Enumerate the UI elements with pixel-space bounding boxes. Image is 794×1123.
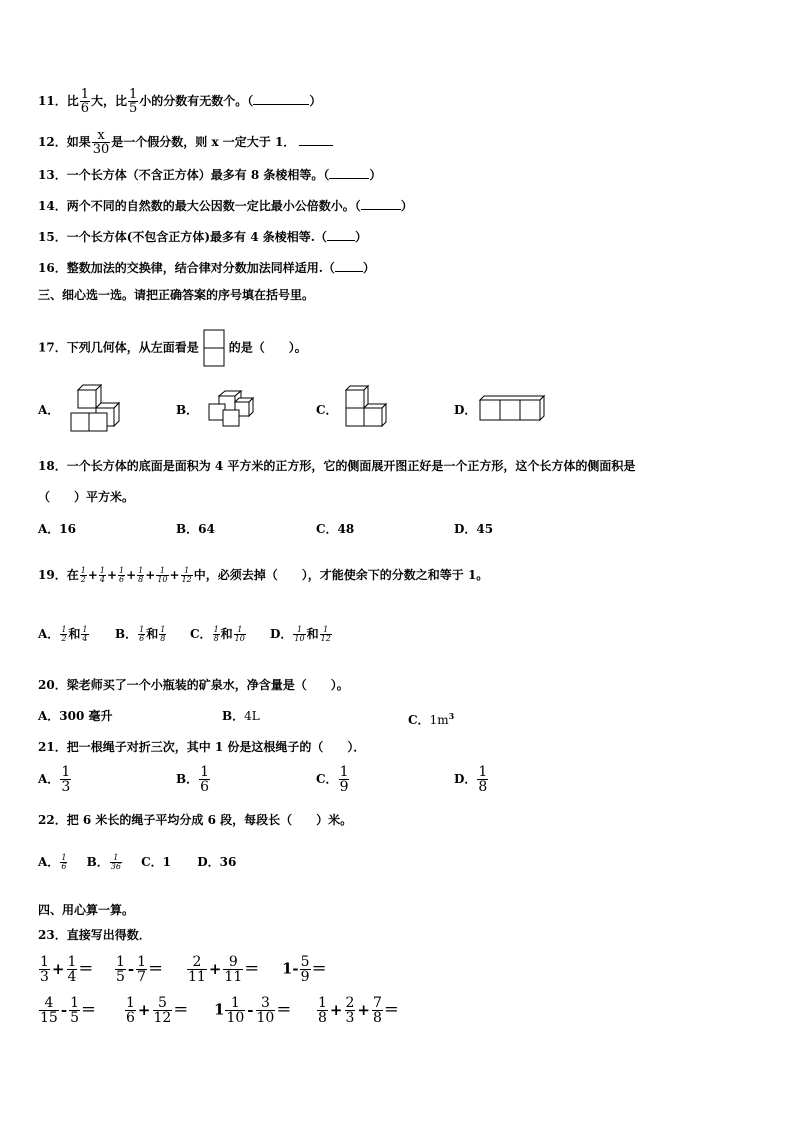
q21-option-a[interactable]: A． $\frac{1}{3}$ (38, 764, 71, 795)
q18-option-a[interactable]: A．16 (38, 522, 77, 536)
calc-item: 1- $\frac{5}{9}$ ＝ (282, 954, 327, 985)
fraction-sum-expression: $\frac{1}{2}$ + $\frac{1}{4}$ + $\frac{1}{6}$ + $\frac{1}{8}$ + $\frac{1}{10}$ + $\frac{1}{12}$ (80, 566, 192, 584)
fraction: $\frac{9}{11}$ (224, 954, 243, 985)
calc-item: $\frac{4}{15}$ - $\frac{1}{5}$ ＝ (40, 995, 96, 1026)
q19-option-b[interactable]: B． $\frac{1}{6}$ 和 $\frac{1}{8}$ (115, 625, 166, 643)
fraction: $\frac{4}{15}$ (40, 995, 58, 1026)
fraction: $\frac{1}{6}$ (119, 566, 125, 584)
fraction: $\frac{1}{8}$ (138, 566, 144, 584)
fraction: $\frac{1}{4}$ (67, 954, 77, 985)
q22-option-d[interactable]: D．36 (197, 855, 237, 869)
question-18-line-1: 18．一个长方体的底面是面积为 4 平方米的正方形，它的侧面展开图正好是一个正方形，这个长方体的侧面积是 (38, 459, 636, 473)
calc-item: $\frac{1}{5}$ - $\frac{1}{7}$ ＝ (116, 954, 164, 985)
question-number: 11． (38, 94, 67, 108)
fraction: $\frac{1}{2}$ (61, 625, 67, 643)
q19-option-a[interactable]: A． $\frac{1}{2}$ 和 $\frac{1}{4}$ (38, 625, 88, 643)
q22-options (38, 854, 236, 871)
section-3-heading: 三、细心选一选。请把正确答案的序号填在括号里。 (38, 288, 315, 302)
q18-option-c[interactable]: C．48 (316, 522, 355, 536)
fraction: $\frac{1}{8}$ (160, 625, 166, 643)
fraction: $\frac{2}{11}$ (188, 954, 206, 985)
answer-blank[interactable] (361, 198, 401, 210)
answer-blank[interactable] (327, 229, 355, 241)
q17-option-a-label[interactable]: A． (38, 403, 60, 417)
q17-option-b-label[interactable]: B． (176, 403, 199, 417)
calc-item: $\frac{1}{3}$ + $\frac{1}{4}$ ＝ (40, 954, 94, 985)
fraction: $\frac{1}{6}$ (80, 87, 89, 116)
calc-item: $\frac{1}{8}$ + $\frac{2}{3}$ + $\frac{7}{8}$ ＝ (318, 995, 399, 1026)
fraction: $\frac{1}{9}$ (339, 764, 349, 795)
question-23: 23．直接写出得数． (38, 928, 151, 942)
fraction: $\frac{1}{12}$ (320, 625, 331, 643)
q20-option-b[interactable]: B．4L (222, 709, 260, 723)
fraction: $\frac{1}{5}$ (70, 995, 79, 1026)
q20-option-c[interactable]: C．$1m^3$ (408, 711, 455, 727)
q17-option-d-label[interactable]: D． (454, 403, 477, 417)
question-18-line-2: （ ）平方米。 (38, 490, 135, 504)
calc-item: 1 $\frac{1}{10}$ - $\frac{3}{10}$ ＝ (214, 995, 292, 1026)
question-19: 19．在 $\frac{1}{2}$ + $\frac{1}{4}$ + $\frac{1}{6}$ + $\frac{1}{8}$ + $\frac{1}{10}$ + $\frac{1}{12}$ 中，必须去掉（ ），才能使余下的分数之和等于 1。 (38, 566, 489, 584)
fraction: $\frac{1}{10}$ (294, 625, 305, 643)
fraction: $\frac{1}{12}$ (181, 566, 192, 584)
q20-option-a[interactable]: A．300 毫升 (38, 709, 113, 723)
fraction: $\frac{1}{10}$ (157, 566, 168, 584)
fraction: $\frac{1}{6}$ (139, 625, 145, 643)
q17-option-d-figure (478, 394, 546, 422)
q19-option-d[interactable]: D． $\frac{1}{10}$ 和 $\frac{1}{12}$ (270, 625, 331, 643)
fraction: $\frac{1}{10}$ (234, 625, 245, 643)
fraction: $\frac{1}{6}$ (126, 995, 135, 1026)
fraction: $\frac{1}{2}$ (80, 566, 86, 584)
fraction: $\frac{1}{10}$ (226, 995, 245, 1026)
fraction: $\frac{1}{8}$ (318, 995, 327, 1026)
q21-option-b[interactable]: B． $\frac{1}{6}$ (176, 764, 210, 795)
fraction: $\frac{7}{8}$ (373, 995, 382, 1026)
q17-option-b-figure (205, 390, 255, 430)
q19-option-c[interactable]: C． $\frac{1}{8}$ 和 $\frac{1}{10}$ (190, 625, 245, 643)
question-21: 21．把一根绳子对折三次，其中 1 份是这根绳子的（ ）． (38, 740, 366, 754)
question-15: 15．一个长方体(不包含正方体)最多有 4 条棱相等.（ ） (38, 230, 367, 244)
fraction: $\frac{1}{8}$ (478, 764, 488, 795)
fraction: $\frac{x}{30}$ (92, 128, 110, 157)
side-view-icon (203, 329, 225, 367)
fraction: $\frac{1}{5}$ (116, 954, 125, 985)
fraction: $\frac{1}{7}$ (137, 954, 147, 985)
fraction: $\frac{5}{12}$ (153, 995, 172, 1026)
fraction: $\frac{5}{9}$ (300, 954, 310, 985)
answer-blank[interactable] (329, 167, 369, 179)
q22-option-c[interactable]: C．1 (141, 855, 172, 869)
q21-option-c[interactable]: C． $\frac{1}{9}$ (316, 764, 349, 795)
question-17: 17．下列几何体，从左面看是 的是（ ）。 (38, 329, 307, 367)
fraction: $\frac{1}{4}$ (99, 566, 105, 584)
fraction: $\frac{1}{3}$ (40, 954, 49, 985)
question-11: 11．比 $\frac{1}{6}$ 大，比 $\frac{1}{5}$ 小的分数有无数个。（ ） (38, 87, 322, 116)
q22-option-a[interactable]: A． $\frac{1}{6}$ (38, 853, 67, 871)
q18-option-b[interactable]: B．64 (176, 522, 215, 536)
answer-blank[interactable] (335, 260, 363, 272)
answer-blank[interactable] (299, 134, 333, 146)
fraction: $\frac{1}{4}$ (82, 625, 88, 643)
answer-blank[interactable] (253, 93, 309, 105)
fraction: $\frac{3}{10}$ (256, 995, 275, 1026)
question-12: 12．如果 $\frac{x}{30}$ 是一个假分数，则 x 一定大于 1． (38, 129, 333, 156)
fraction: $\frac{1}{6}$ (200, 764, 210, 795)
question-14: 14．两个不同的自然数的最大公因数一定比最小公倍数小。（ ） (38, 199, 413, 213)
q22-option-b[interactable]: B． $\frac{1}{36}$ (86, 853, 121, 871)
fraction: $\frac{1}{8}$ (213, 625, 219, 643)
question-16: 16．整数加法的交换律，结合律对分数加法同样适用.（ ） (38, 261, 375, 275)
question-20: 20．梁老师买了一个小瓶装的矿泉水，净含量是（ ）。 (38, 678, 349, 692)
section-4-heading: 四、用心算一算。 (38, 903, 135, 917)
calc-item: $\frac{2}{11}$ + $\frac{9}{11}$ ＝ (188, 954, 260, 985)
fraction: $\frac{1}{3}$ (61, 764, 71, 795)
q17-option-c-label[interactable]: C． (316, 403, 338, 417)
q18-option-d[interactable]: D．45 (454, 522, 494, 536)
question-13: 13．一个长方体（不含正方体）最多有 8 条棱相等。（ ） (38, 168, 382, 182)
q17-option-a-figure (66, 382, 124, 436)
q17-option-c-figure (342, 384, 394, 434)
fraction: $\frac{2}{3}$ (345, 995, 355, 1026)
calc-item: $\frac{1}{6}$ + $\frac{5}{12}$ ＝ (126, 995, 189, 1026)
fraction: $\frac{1}{5}$ (129, 87, 138, 116)
q21-option-d[interactable]: D． $\frac{1}{8}$ (454, 764, 488, 795)
question-22: 22．把 6 米长的绳子平均分成 6 段，每段长（ ）米。 (38, 813, 353, 827)
